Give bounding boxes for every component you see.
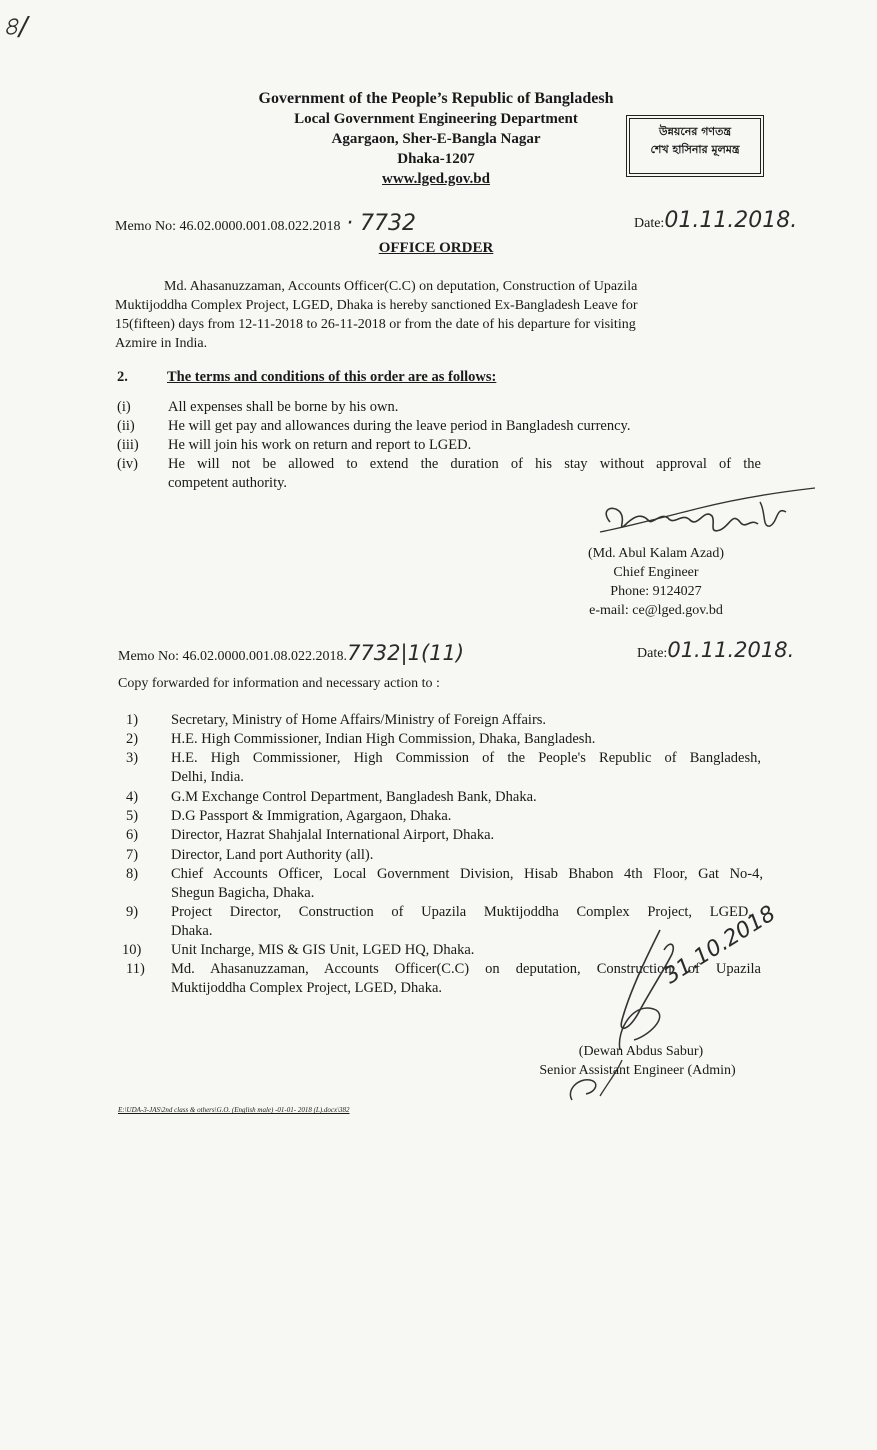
- corner-handwritten-mark: ৪/: [2, 12, 28, 42]
- memo-date-1-label: Date:: [634, 216, 665, 231]
- memo-date-1: [634, 208, 797, 233]
- memo-number-1: [115, 211, 416, 236]
- copy-text-3a: H.E. High Commissioner, High Commission of the People's Republic of Bangladesh,: [171, 750, 761, 766]
- copy-num-1: 1): [126, 712, 139, 728]
- memo-number-1-handwritten: · 7732: [346, 211, 417, 236]
- copy-num-6: 6): [126, 827, 139, 843]
- copy-forward-heading: Copy forwarded for information and necessary action to :: [118, 676, 440, 691]
- copy-text-4: G.M Exchange Control Department, Bangladesh Bank, Dhaka.: [171, 789, 537, 805]
- term-num-2: (ii): [117, 418, 135, 434]
- copy-num-5: 5): [126, 808, 139, 824]
- header-website-link[interactable]: www.lged.gov.bd: [382, 171, 490, 187]
- memo-date-2-label: Date:: [637, 646, 668, 661]
- copy-num-10: 10): [122, 942, 142, 958]
- body-line-1: Md. Ahasanuzzaman, Accounts Officer(C.C) on deputation, Construction of Upazila: [164, 279, 638, 294]
- memo-number-2-label: Memo No: 46.02.0000.001.08.022.2018.: [118, 649, 348, 664]
- copy-text-11a: Md. Ahasanuzzaman, Accounts Officer(C.C) on deputation, Construction of Upazila: [171, 961, 761, 977]
- copy-num-11: 11): [126, 961, 145, 977]
- memo-number-2: [118, 641, 464, 665]
- copy-num-2: 2): [126, 731, 139, 747]
- header-city: Dhaka-1207: [397, 151, 475, 167]
- signatory-2-title: Senior Assistant Engineer (Admin): [539, 1063, 736, 1078]
- footer-file-path: E:\UDA-3-JAS\2nd class & others\G.O. (English male) -01-01- 2018 (L).docx\382: [118, 1106, 350, 1114]
- signatory-1-name: (Md. Abul Kalam Azad): [587, 546, 725, 561]
- copy-text-6: Director, Hazrat Shahjalal International Airport, Dhaka.: [171, 827, 495, 843]
- memo-date-2-handwritten: 01.11.2018.: [667, 638, 795, 662]
- body-line-3: 15(fifteen) days from 12-11-2018 to 26-11-2018 or from the date of his departure for visiting: [115, 317, 636, 332]
- slogan-line-1: উন্নয়নের গণতন্ত্র: [659, 125, 731, 138]
- term-text-2: He will get pay and allowances during the leave period in Bangladesh currency.: [168, 418, 631, 434]
- terms-heading: The terms and conditions of this order are as follows:: [167, 369, 497, 385]
- copy-text-10: Unit Incharge, MIS & GIS Unit, LGED HQ, Dhaka.: [171, 942, 475, 958]
- signatory-2-name: (Dewan Abdus Sabur): [578, 1044, 704, 1059]
- copy-text-7: Director, Land port Authority (all).: [171, 847, 374, 863]
- copy-num-3: 3): [126, 750, 139, 766]
- body-line-2: Muktijoddha Complex Project, LGED, Dhaka is hereby sanctioned Ex-Bangladesh Leave for: [115, 298, 638, 313]
- copy-num-7: 7): [126, 847, 139, 863]
- signatory-1-email: e-mail: ce@lged.gov.bd: [589, 603, 723, 618]
- terms-number: 2.: [117, 369, 128, 385]
- memo-date-1-handwritten: 01.11.2018.: [664, 208, 798, 233]
- term-num-1: (i): [117, 399, 131, 415]
- copy-text-9b: Dhaka.: [171, 923, 213, 939]
- header-department: Local Government Engineering Department: [294, 111, 578, 127]
- copy-text-1: Secretary, Ministry of Home Affairs/Ministry of Foreign Affairs.: [171, 712, 547, 728]
- memo-date-2: [637, 638, 794, 662]
- senior-engineer-handwritten-date: 31.10.2018: [660, 901, 781, 990]
- copy-num-8: 8): [126, 866, 139, 882]
- copy-text-8b: Shegun Bagicha, Dhaka.: [171, 885, 315, 901]
- header-government: Government of the People’s Republic of Bangladesh: [258, 90, 614, 107]
- copy-text-11b: Muktijoddha Complex Project, LGED, Dhaka.: [171, 980, 443, 996]
- header-address: Agargaon, Sher-E-Bangla Nagar: [331, 131, 541, 147]
- slogan-line-2: শেখ হাসিনার মূলমন্ত্র: [650, 143, 740, 156]
- office-order-title: OFFICE ORDER: [378, 240, 494, 256]
- copy-text-2: H.E. High Commissioner, Indian High Commission, Dhaka, Bangladesh.: [171, 731, 596, 747]
- copy-text-8a: Chief Accounts Officer, Local Government Division, Hisab Bhabon 4th Floor, Gat No-4,: [171, 866, 763, 882]
- term-text-4b: competent authority.: [168, 475, 288, 491]
- copy-text-5: D.G Passport & Immigration, Agargaon, Dhaka.: [171, 808, 452, 824]
- term-num-4: (iv): [117, 456, 138, 472]
- body-line-4: Azmire in India.: [115, 336, 208, 351]
- copy-num-4: 4): [126, 789, 139, 805]
- copy-text-3b: Delhi, India.: [171, 769, 244, 785]
- signatory-1-phone: Phone: 9124027: [610, 584, 702, 599]
- copy-text-9a: Project Director, Construction of Upazila Muktijoddha Complex Project, LGED,: [171, 904, 752, 920]
- term-text-4a: He will not be allowed to extend the duration of his stay without approval of the: [168, 456, 761, 472]
- copy-num-9: 9): [126, 904, 139, 920]
- signatory-1-title: Chief Engineer: [613, 565, 699, 580]
- term-text-3: He will join his work on return and report to LGED.: [168, 437, 472, 453]
- memo-number-1-label: Memo No: 46.02.0000.001.08.022.2018: [115, 219, 341, 234]
- memo-number-2-handwritten: 7732|1(11): [347, 641, 465, 665]
- senior-engineer-signature-icon: [560, 910, 790, 1115]
- slogan-box: [626, 115, 764, 177]
- term-text-1: All expenses shall be borne by his own.: [168, 399, 399, 415]
- term-num-3: (iii): [117, 437, 139, 453]
